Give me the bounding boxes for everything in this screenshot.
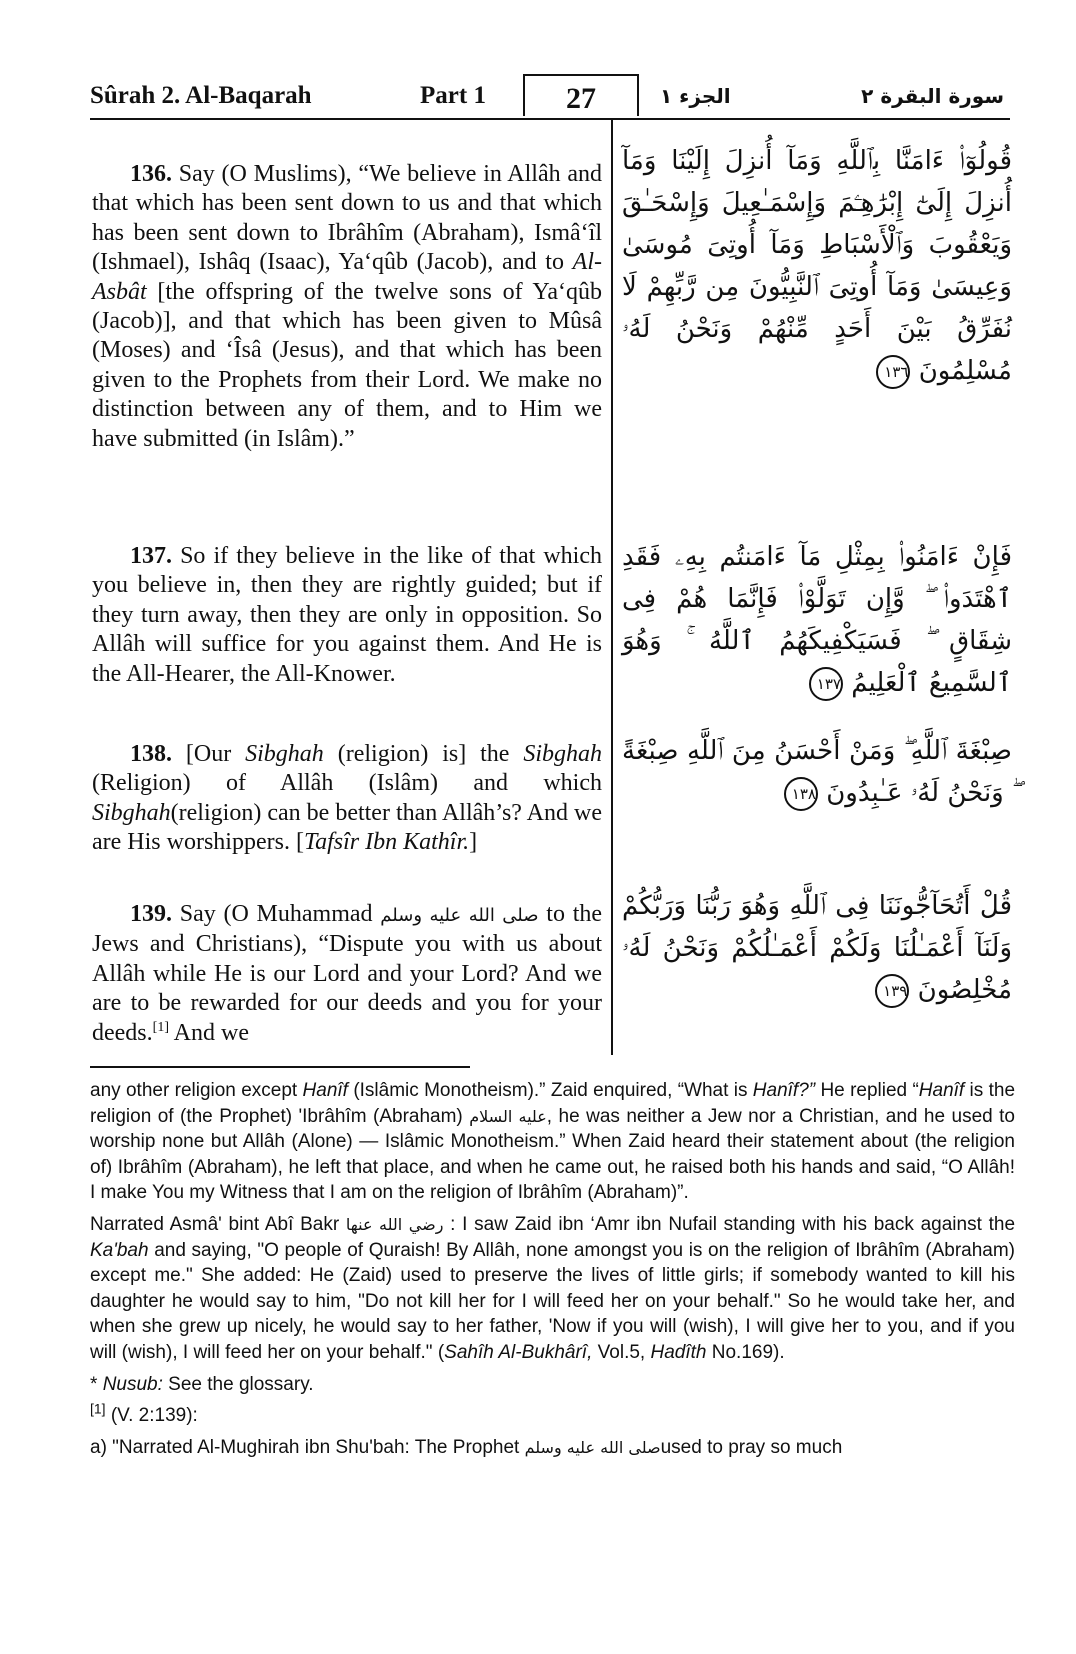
surah-title-arabic: سورة البقرة ٢ xyxy=(861,84,1004,108)
salutation-arabic: صلى الله عليه وسلم xyxy=(524,1437,661,1457)
salutation-arabic: صلى الله عليه وسلم xyxy=(380,905,539,926)
verse-number: 138. xyxy=(130,741,172,767)
verse-136-translation: 136. Say (O Muslims), “We believe in Allâh and that which has been sent down to us and that which has been sent down to Ibrâhîm (Abraham), Ismâ‘îl (Ishmael), Ishâq (Isaac), Ya‘qûb (Jacob), and to Al-Asbât [the offspring of the twelve sons of Ya‘qûb (Jacob)], and that which has been given to Mûsâ (Moses) and ‘Îsâ (Jesus), and that which has been given to the Prophets from their Lord. We make no distinction between any of them, and to Him we have submitted (in Islâm).” xyxy=(92,161,603,452)
surah-title: Sûrah 2. Al-Baqarah xyxy=(90,82,312,109)
ayah-marker: ١٣٨ xyxy=(784,777,818,811)
juz-label-arabic: الجزء ١ xyxy=(660,84,731,108)
footnote-paragraph: Narrated Asmâ' bint Abî Bakr رضي الله عنها : I saw Zaid ibn ‘Amr ibn Nufail standing with his back against the Ka'bah and saying, "O people of Quraish! By Allâh, none amongst you is on the religion of Ibrâhîm (Abraham) except me." She added: He (Zaid) used to preserve the lives of little girls; if somebody wanted to kill his daughter he would say to him, "Do not kill her for I will feed her on your behalf." So he would take her, and when she grew up nicely, he would say to her father, 'Now if you will (wish), I will give her to you, and if you will (wish), I will feed her on your behalf." (Sahîh Al-Bukhârî, Vol.5, Hadîth No.169). xyxy=(90,1213,1016,1363)
verse-number: 139. xyxy=(130,901,172,927)
verse-number: 137. xyxy=(130,543,172,569)
column-divider xyxy=(611,120,613,1055)
footnote-paragraph: a) "Narrated Al-Mughirah ibn Shu'bah: The Prophet صلى الله عليه وسلمused to pray so much xyxy=(90,1436,843,1458)
footnote-ref[interactable]: [1] xyxy=(152,1019,169,1035)
page-number: 27 xyxy=(523,74,639,116)
page-header xyxy=(90,74,1010,118)
verse-137-translation: 137. So if they believe in the like of that which you believe in, then they are rightly guided; but if they turn away, then they are only in opposition. So Allâh will suffice for you against them. And He is the All-Hearer, the All-Knower. xyxy=(92,543,602,687)
ayah-marker: ١٣٧ xyxy=(809,667,843,701)
verse-number: 136. xyxy=(130,161,172,187)
verse-138-arabic: صِبْغَةَ ٱللَّهِ ۖ وَمَنْ أَحْسَنُ مِنَ ٱللَّهِ صِبْغَةً ۖ وَنَحْنُ لَهُۥ عَـٰبِدُونَ ١٣٨ xyxy=(622,730,1012,814)
salutation-arabic: عليه السلام xyxy=(469,1106,547,1126)
header-rule xyxy=(90,118,1010,120)
salutation-arabic: رضي الله عنها xyxy=(345,1214,444,1234)
footnote-verse-ref: [1] (V. 2:139): xyxy=(90,1400,198,1427)
footnotes xyxy=(90,1078,1015,1466)
footnote-glossary-note: * Nusub: See the glossary. xyxy=(90,1373,314,1395)
footnote-paragraph: any other religion except Hanîf (Islâmic Monotheism).” Zaid enquired, “What is Hanîf?” He replied “Hanîf is the religion of (the Prophet) 'Ibrâhîm (Abraham) عليه السلام, he was neither a Jew nor a Christian, and he used to worship none but Allâh (Alone) — Islâmic Monotheism.” When Zaid heard their statement about (the religion of) Ibrâhîm (Abraham), he left that place, and when he came out, he raised both his hands and said, “O Allâh! I make You my Witness that I am on the religion of Ibrâhîm (Abraham)”. xyxy=(90,1080,1016,1204)
verse-136-arabic: قُولُوٓا۟ ءَامَنَّا بِٱللَّهِ وَمَآ أُنزِلَ إِلَيْنَا وَمَآ أُنزِلَ إِلَىٰٓ إِبْرَٰهِـۧمَ وَإِسْمَـٰعِيلَ وَإِسْحَـٰقَ وَيَعْقُوبَ وَٱلْأَسْبَاطِ وَمَآ أُوتِىَ مُوسَىٰ وَعِيسَىٰ وَمَآ أُوتِىَ ٱلنَّبِيُّونَ مِن رَّبِّهِمْ لَا نُفَرِّقُ بَيْنَ أَحَدٍ مِّنْهُمْ وَنَحْنُ لَهُۥ مُسْلِمُونَ ١٣٦ xyxy=(622,140,1012,392)
verse-139-translation: 139. Say (O Muhammad صلى الله عليه وسلم to the Jews and Christians), “Dispute you with us about Allâh while He is our Lord and your Lord? And we are to be rewarded for our deeds and you for your deeds.[1] And we xyxy=(92,901,603,1046)
ayah-marker: ١٣٩ xyxy=(875,974,909,1008)
footnote-separator xyxy=(90,1066,470,1068)
ayah-marker: ١٣٦ xyxy=(876,355,910,389)
verse-139-arabic: قُلْ أَتُحَآجُّونَنَا فِى ٱللَّهِ وَهُوَ رَبُّنَا وَرَبُّكُمْ وَلَنَآ أَعْمَـٰلُنَا وَلَكُمْ أَعْمَـٰلُكُمْ وَنَحْنُ لَهُۥ مُخْلِصُونَ ١٣٩ xyxy=(622,885,1012,1011)
verse-138-translation: 138. [Our Sibghah (religion) is] the Sibghah (Religion) of Allâh (Islâm) and which Sibghah(religion) can be better than Allâh’s? And we are His worshippers. [Tafsîr Ibn Kathîr.] xyxy=(92,741,603,856)
verse-137-arabic: فَإِنْ ءَامَنُوا۟ بِمِثْلِ مَآ ءَامَنتُم بِهِۦ فَقَدِ ٱهْتَدَوا۟ ۖ وَّإِن تَوَلَّوْا۟ فَإِنَّمَا هُمْ فِى شِقَاقٍ ۖ فَسَيَكْفِيكَهُمُ ٱللَّهُ ۚ وَهُوَ ٱلسَّمِيعُ ٱلْعَلِيمُ ١٣٧ xyxy=(622,536,1012,704)
part-label: Part 1 xyxy=(420,82,486,109)
